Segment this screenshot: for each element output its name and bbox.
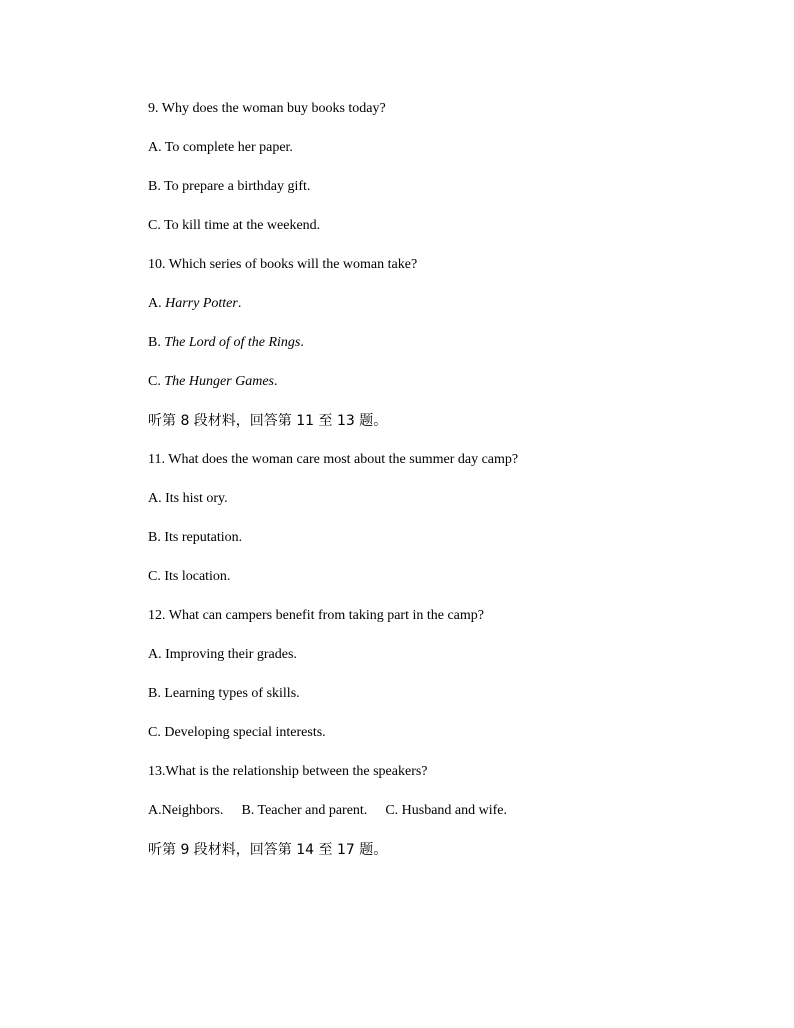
question-13: 13.What is the relationship between the speakers? (148, 764, 428, 779)
q10-option-b-end: . (300, 335, 304, 350)
q10-option-a-title: Harry Potter (165, 296, 238, 311)
question-11: 11. What does the woman care most about the summer day camp? (148, 452, 519, 467)
question-12: 12. What can campers benefit from taking part in the camp? (148, 608, 484, 623)
q10-option-a-end: . (237, 296, 242, 311)
q11-option-b: B. Its reputation. (148, 530, 243, 545)
q10-option-a-letter: A. (148, 296, 166, 311)
q9-option-b: B. To prepare a birthday gift. (148, 179, 311, 194)
q10-option-b-title: The Lord of of the Rings (164, 335, 301, 350)
q13-option-c: C. Husband and wife. (385, 803, 508, 818)
q10-option-a (148, 295, 241, 313)
q12-option-b: B. Learning types of skills. (148, 686, 300, 701)
section-9-heading: 听第 9 段材料，回答第 14 至 17 题。 (148, 842, 388, 858)
q11-option-a: A. Its hist ory. (148, 491, 228, 506)
question-9: 9. Why does the woman buy books today? (148, 101, 386, 116)
section-8-heading: 听第 8 段材料，回答第 11 至 13 题。 (148, 413, 388, 429)
question-10: 10. Which series of books will the woman take? (148, 257, 418, 272)
q10-option-c-title: The Hunger Games (164, 374, 274, 389)
q13-options-row (148, 802, 507, 820)
q9-option-a: A. To complete her paper. (148, 140, 293, 155)
q10-option-c (148, 373, 278, 391)
q10-option-c-letter: C. (148, 374, 165, 389)
q10-option-b-letter: B. (148, 335, 165, 350)
q12-option-c: C. Developing special interests. (148, 725, 326, 740)
q10-option-b (148, 334, 304, 352)
q13-option-b: B. Teacher and parent. (241, 803, 368, 818)
q12-option-a: A. Improving their grades. (148, 647, 297, 662)
q10-option-c-end: . (274, 374, 278, 389)
q9-option-c: C. To kill time at the weekend. (148, 218, 321, 233)
q13-option-a: A.Neighbors. (148, 803, 224, 818)
q11-option-c: C. Its location. (148, 569, 231, 584)
